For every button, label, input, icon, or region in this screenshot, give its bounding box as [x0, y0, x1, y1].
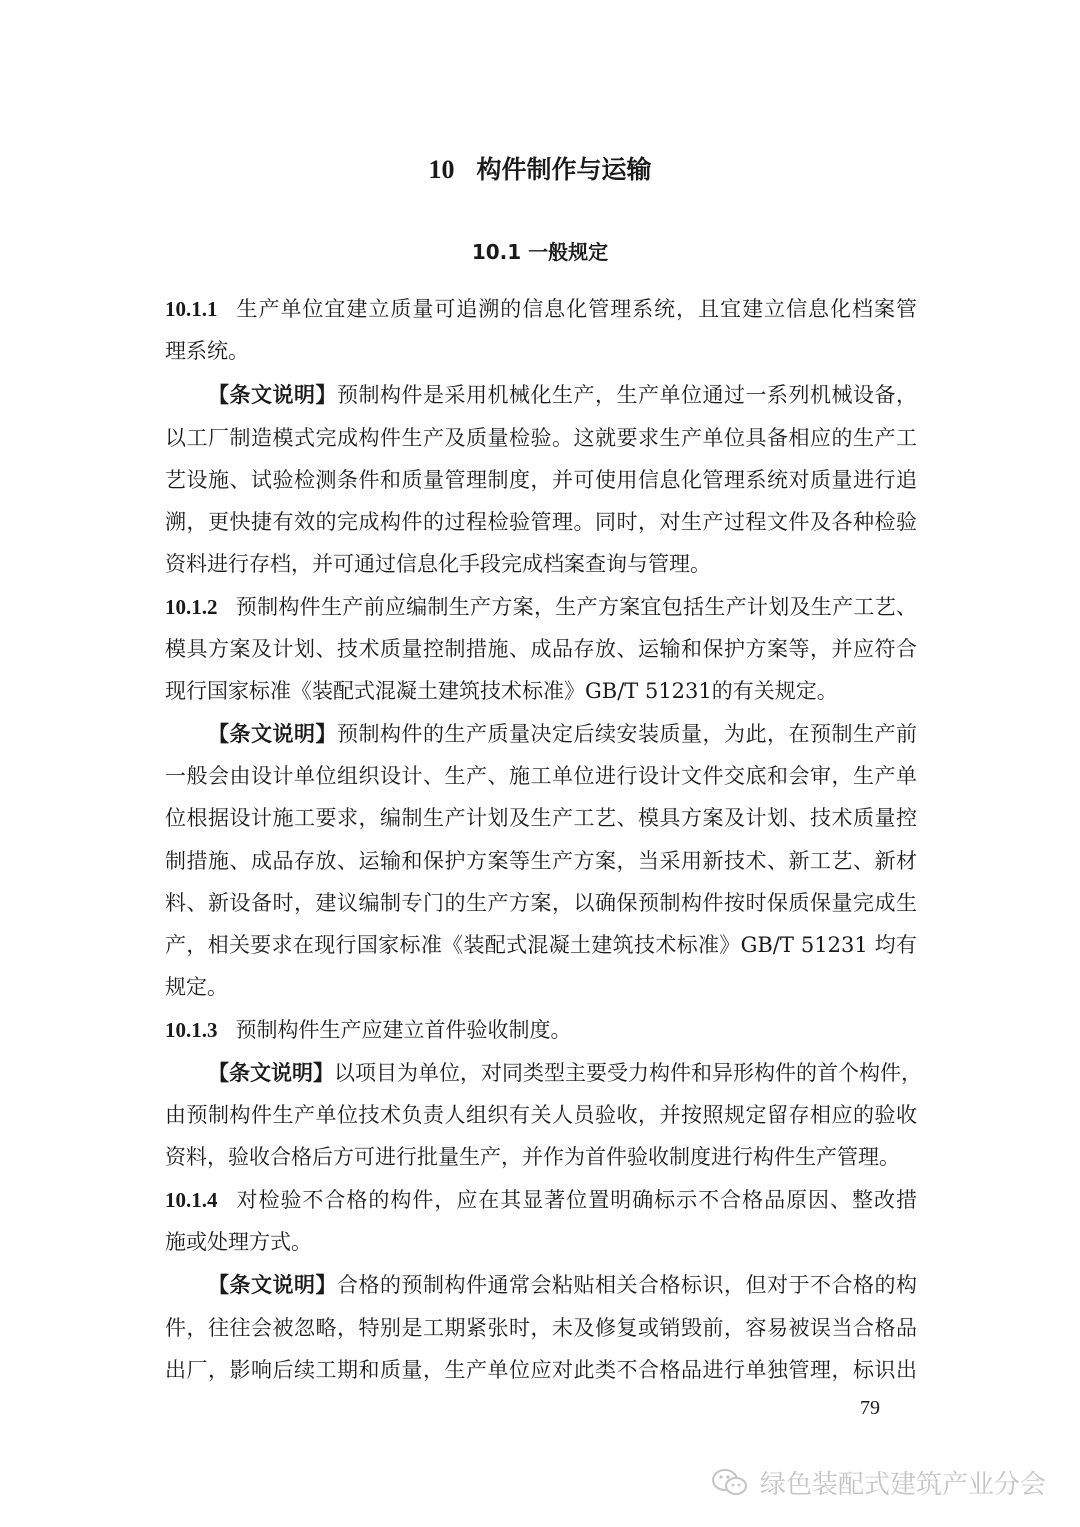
- note-line: 以工厂制造模式完成构件生产及质量检验。这就要求生产单位具备相应的生产工: [165, 426, 917, 450]
- clause-10-1-3-line: 10.1.3 预制构件生产应建立首件验收制度。: [165, 1018, 572, 1042]
- clause-number: 10.1.2: [165, 595, 218, 619]
- note-line: 【条文说明】预制构件的生产质量决定后续安装质量，为此，在预制生产前: [208, 722, 917, 746]
- watermark: [710, 1464, 1046, 1501]
- note-label: 【条文说明】: [208, 722, 337, 746]
- clause-10-1-1-line: 10.1.1 生产单位宜建立质量可追溯的信息化管理系统，且宜建立信息化档案管: [165, 297, 917, 321]
- clause-10-1-1-line: 理系统。: [165, 339, 249, 363]
- clause-number: 10.1.3: [165, 1018, 218, 1042]
- note-label: 【条文说明】: [208, 1061, 334, 1085]
- section-title: 10.1 一般规定: [471, 240, 609, 264]
- clause-10-1-4-line: 施或处理方式。: [165, 1230, 312, 1254]
- note-line: 制措施、成品存放、运输和保护方案等生产方案，当采用新技术、新工艺、新材: [165, 849, 917, 873]
- note-line: 溯，更快捷有效的完成构件的过程检验管理。同时，对生产过程文件及各种检验: [165, 510, 917, 534]
- note-line: 出厂，影响后续工期和质量，生产单位应对此类不合格品进行单独管理，标识出: [165, 1358, 917, 1382]
- wechat-icon: [710, 1467, 750, 1499]
- note-line: 由预制构件生产单位技术负责人组织有关人员验收，并按照规定留存相应的验收: [165, 1103, 917, 1127]
- chapter-title: [0, 150, 1080, 190]
- note-line: 【条文说明】合格的预制构件通常会粘贴相关合格标识，但对于不合格的构: [208, 1273, 917, 1297]
- note-label: 【条文说明】: [208, 383, 337, 407]
- page-number: 79: [860, 1397, 880, 1419]
- chapter-number: 10: [428, 155, 455, 184]
- clause-10-1-2-line: 10.1.2 预制构件生产前应编制生产方案，生产方案宜包括生产计划及生产工艺、: [165, 595, 917, 619]
- note-label: 【条文说明】: [208, 1273, 337, 1297]
- note-line: 料、新设备时，建议编制专门的生产方案，以确保预制构件按时保质保量完成生: [165, 891, 917, 915]
- clause-10-1-4-line: 10.1.4 对检验不合格的构件，应在其显著位置明确标示不合格品原因、整改措: [165, 1188, 917, 1212]
- chapter-name: 构件制作与运输: [476, 155, 652, 184]
- clause-10-1-2-line: 现行国家标准《装配式混凝土建筑技术标准》GB/T 51231的有关规定。: [165, 679, 838, 703]
- note-line: 位根据设计施工要求，编制生产计划及生产工艺、模具方案及计划、技术质量控: [165, 806, 917, 830]
- note-line: 资料，验收合格后方可进行批量生产，并作为首件验收制度进行构件生产管理。: [165, 1145, 900, 1169]
- watermark-text: 绿色装配式建筑产业分会: [759, 1470, 1046, 1500]
- note-line: 一般会由设计单位组织设计、生产、施工单位进行设计文件交底和会审，生产单: [165, 764, 917, 788]
- note-line: 产，相关要求在现行国家标准《装配式混凝土建筑技术标准》GB/T 51231 均有: [165, 933, 917, 957]
- note-line: 【条文说明】预制构件是采用机械化生产，生产单位通过一系列机械设备，: [208, 383, 917, 407]
- note-line: 【条文说明】以项目为单位，对同类型主要受力构件和异形构件的首个构件，: [208, 1061, 922, 1085]
- note-line: 艺设施、试验检测条件和质量管理制度，并可使用信息化管理系统对质量进行追: [165, 468, 917, 492]
- note-line: 件，往往会被忽略，特别是工期紧张时，未及修复或销毁前，容易被误当合格品: [165, 1316, 917, 1340]
- clause-number: 10.1.1: [165, 297, 218, 321]
- note-line: 资料进行存档，并可通过信息化手段完成档案查询与管理。: [165, 552, 711, 576]
- clause-number: 10.1.4: [165, 1188, 218, 1212]
- note-line: 规定。: [165, 975, 228, 999]
- clause-10-1-2-line: 模具方案及计划、技术质量控制措施、成品存放、运输和保护方案等，并应符合: [165, 637, 917, 661]
